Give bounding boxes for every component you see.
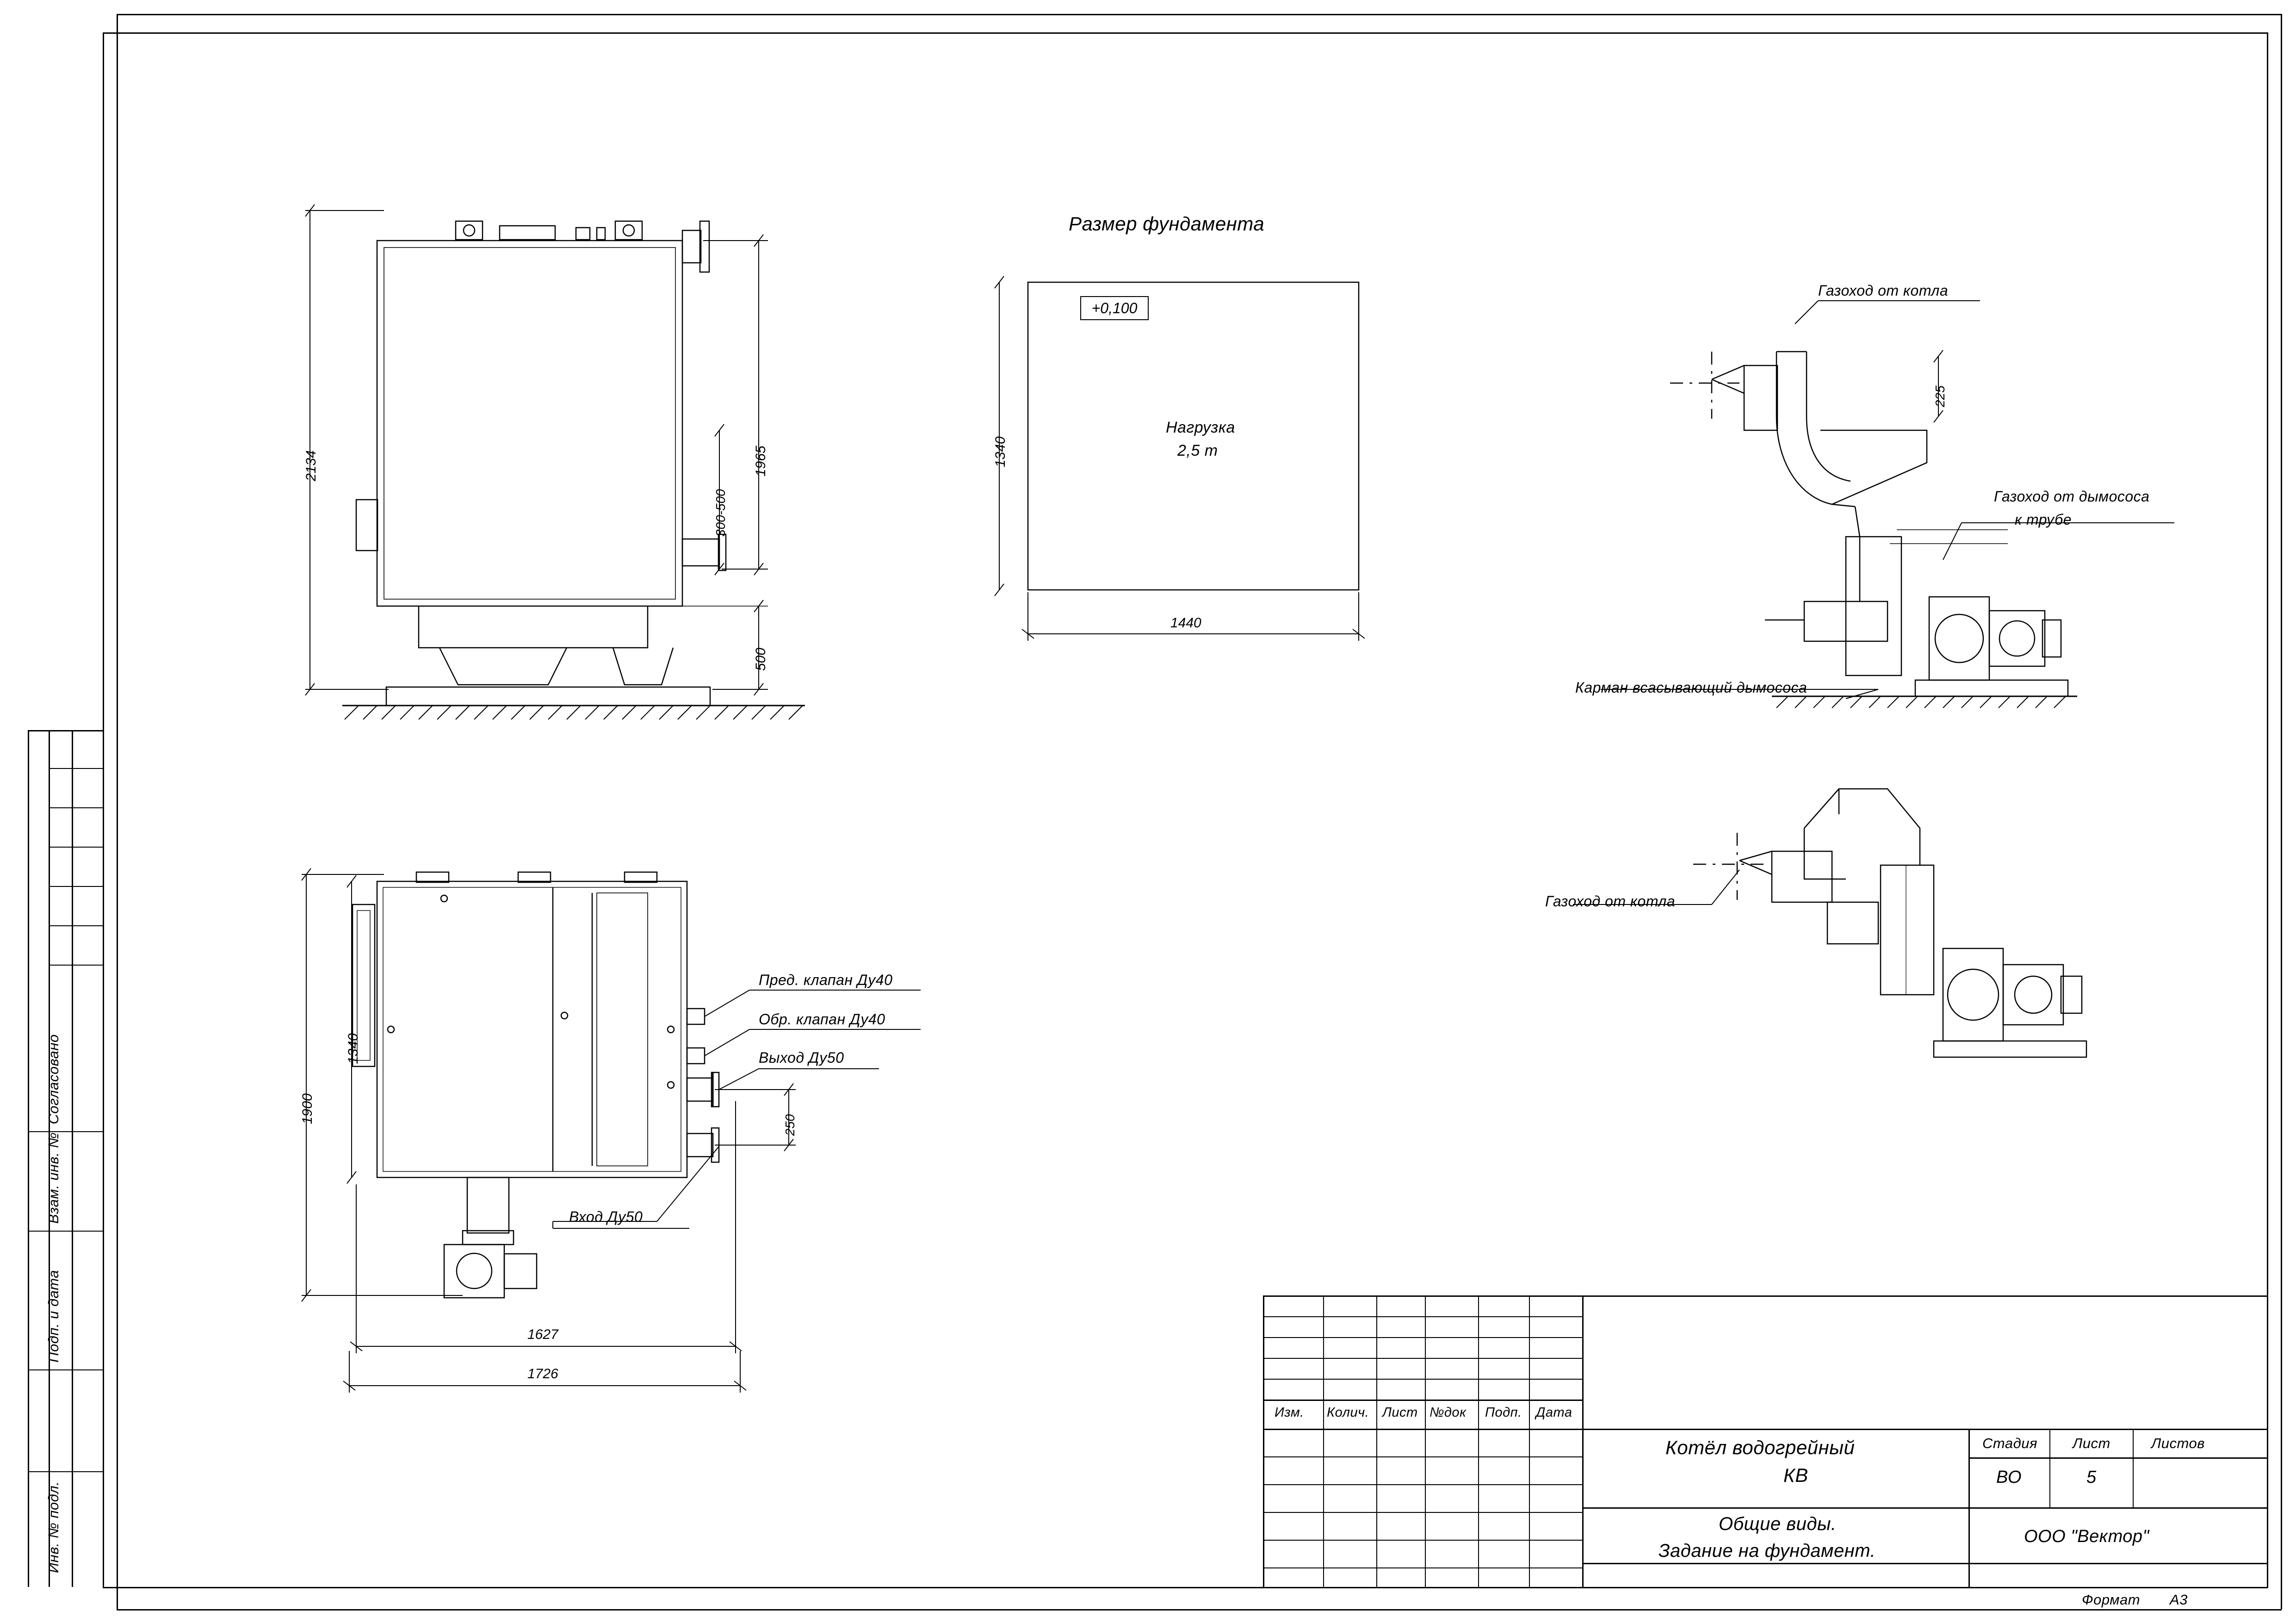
tb-rev-r8 [1263, 1540, 1582, 1541]
tb-stage-v1 [2049, 1429, 2050, 1507]
tb-rev-header-izm: Изм. [1275, 1405, 1304, 1420]
foundation-level-value: +0,100 [1091, 299, 1138, 316]
tb-rev-header-bot [1263, 1429, 1582, 1430]
tb-rev-c5 [1529, 1295, 1530, 1587]
tb-stage-header: Стадия [1982, 1435, 2038, 1451]
plan-dim-1726: 1726 [527, 1366, 558, 1381]
callout-inlet: Вход Ду50 [569, 1208, 643, 1225]
callout-flue-from-boiler-upper: Газоход от котла [1818, 282, 1949, 299]
front-dim-2134: 2134 [303, 450, 319, 481]
tb-rev-r6 [1263, 1484, 1582, 1485]
tb-rev-r1 [1263, 1316, 1582, 1317]
tb-rev-header-podp: Подп. [1485, 1405, 1522, 1420]
plan-dim-1627: 1627 [527, 1327, 558, 1342]
left-margin-label-vzam: Взам. инв. № [45, 1132, 62, 1224]
foundation-title: Размер фундамента [1069, 213, 1265, 235]
tb-object-name-line1: Котёл водогрейный [1665, 1437, 1855, 1458]
tb-rev-r4 [1263, 1379, 1582, 1380]
foundation-dim-1340: 1340 [993, 436, 1008, 467]
tb-rev-r3 [1263, 1358, 1582, 1359]
sheet-format-label: Формат [2082, 1592, 2141, 1608]
callout-check-valve: Обр. клапан Ду40 [759, 1011, 885, 1028]
tb-rev-c1 [1323, 1295, 1324, 1587]
tb-rev-top [1263, 1295, 2267, 1297]
flue-dim-225: 225 [1933, 385, 1947, 407]
plan-dim-1900: 1900 [300, 1093, 315, 1124]
tb-stage-row [1968, 1457, 2267, 1459]
tb-rev-header-list: Лист [1382, 1405, 1418, 1420]
callout-flue-from-boiler-lower: Газоход от котла [1545, 893, 1676, 910]
tb-rev-header-data: Дата [1536, 1405, 1572, 1420]
left-margin-label-soglasovano: Согласовано [45, 1034, 62, 1124]
tb-rev-right [1582, 1295, 1584, 1587]
tb-doc-title-line2: Задание на фундамент. [1659, 1541, 1876, 1561]
tb-sheets-header: Листов [2151, 1435, 2205, 1451]
sheet-format-value: А3 [2170, 1592, 2188, 1608]
foundation-load-value: 2,5 т [1177, 442, 1218, 459]
tb-stage-v2 [2133, 1429, 2134, 1507]
tb-doc-title-line1: Общие виды. [1719, 1514, 1837, 1534]
callout-suction-pocket: Карман всасывающий дымососа [1575, 679, 1807, 696]
tb-rev-r5 [1263, 1456, 1582, 1457]
tb-rev-r9 [1263, 1567, 1582, 1568]
tb-sheet-header: Лист [2073, 1435, 2110, 1451]
tb-right-edge [2267, 1295, 2268, 1587]
tb-rev-header-kolich: Колич. [1327, 1405, 1369, 1420]
front-dim-300-500: 300-500 [713, 489, 728, 537]
foundation-dim-1440: 1440 [1170, 615, 1201, 631]
tb-rev-c3 [1425, 1295, 1426, 1587]
tb-rev-left [1263, 1295, 1264, 1587]
plan-dim-250: 250 [783, 1114, 797, 1136]
foundation-load-label: Нагрузка [1166, 419, 1235, 436]
front-dim-500: 500 [753, 647, 768, 671]
tb-rev-r2 [1263, 1337, 1582, 1338]
tb-rev-header-ndok: №док [1430, 1405, 1467, 1420]
tb-rev-c4 [1478, 1295, 1479, 1587]
tb-main-sep-1 [1582, 1429, 2267, 1430]
tb-rev-header-top [1263, 1400, 1582, 1401]
tb-rev-c2 [1376, 1295, 1377, 1587]
front-dim-1965: 1965 [753, 446, 768, 477]
tb-object-name-line2: КВ [1783, 1464, 1808, 1486]
callout-flue-to-stack-line2: к трубе [2015, 511, 2072, 528]
tb-main-vert-1 [1968, 1429, 1970, 1587]
tb-sheet-value: 5 [2086, 1468, 2097, 1487]
tb-rev-r7 [1263, 1512, 1582, 1513]
callout-safety-valve: Пред. клапан Ду40 [759, 972, 893, 988]
left-margin-label-podp-data: Подп. и дата [45, 1270, 62, 1363]
left-margin-label-inv: Инв. № подл. [45, 1481, 62, 1573]
callout-flue-to-stack-line1: Газоход от дымососа [1994, 488, 2150, 505]
tb-bottom [1263, 1587, 2267, 1588]
callout-outlet: Выход Ду50 [759, 1049, 844, 1066]
plan-dim-1340: 1340 [346, 1033, 361, 1064]
tb-stage-value: ВО [1996, 1468, 2022, 1487]
tb-main-sep-3 [1582, 1563, 2267, 1564]
tb-main-sep-2 [1582, 1507, 2267, 1509]
tb-company: ООО "Вектор" [2024, 1527, 2149, 1546]
